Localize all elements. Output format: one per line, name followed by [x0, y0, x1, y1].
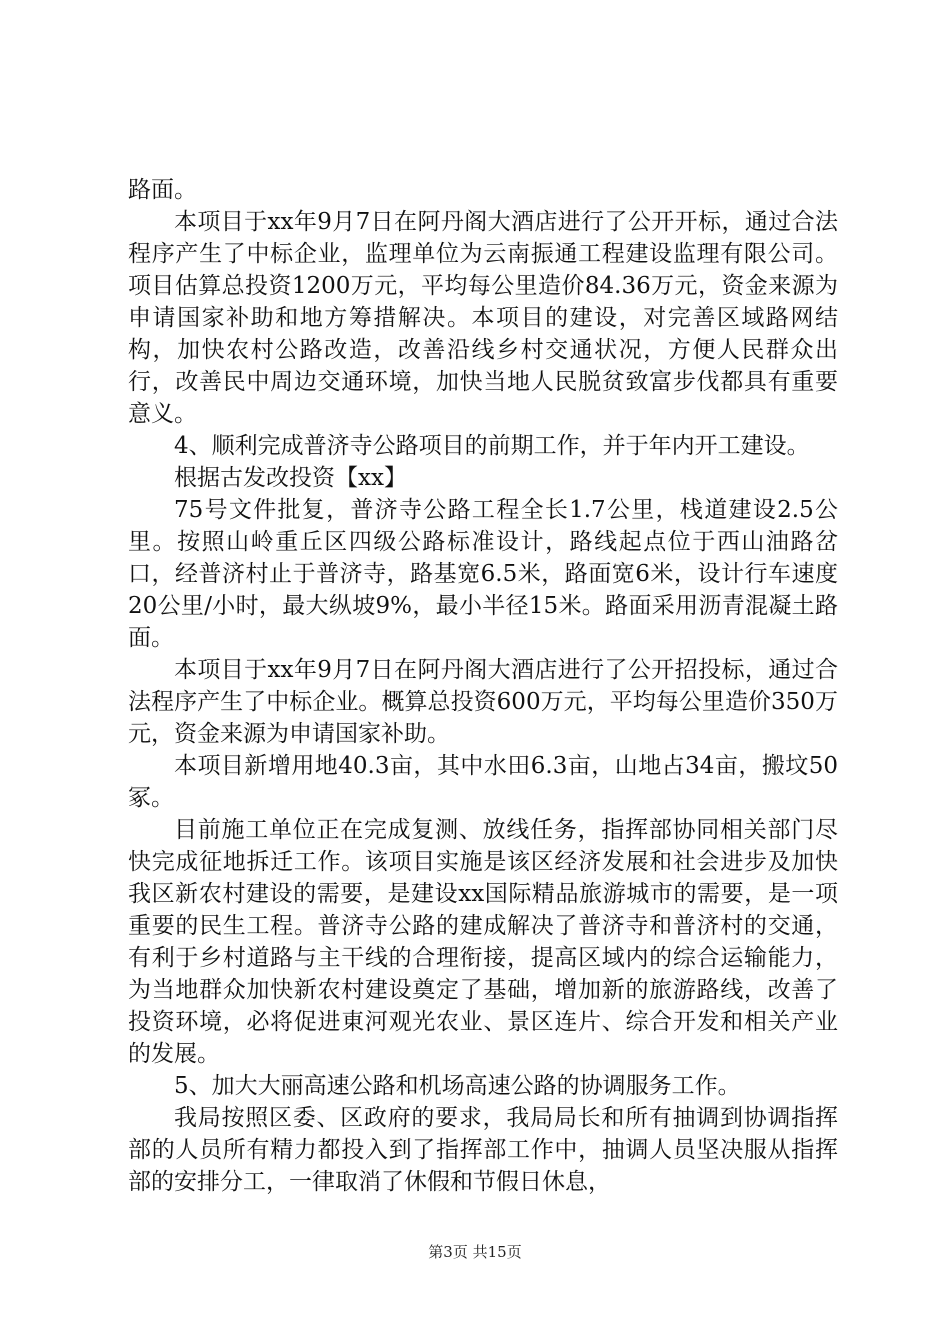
- paragraph-4: 75号文件批复，普济寺公路工程全长1.7公里，栈道建设2.5公里。按照山岭重丘区四级公路标准设计，路线起点位于西山油路岔口，经普济村止于普济寺，路基宽6.5米，路面宽6米，设计行车速度20公里/小时，最大纵坡9%，最小半径15米。路面采用沥青混凝土路面。: [128, 497, 838, 651]
- paragraph-1: 本项目于xx年9月7日在阿丹阁大酒店进行了公开开标，通过合法程序产生了中标企业，监理单位为云南振通工程建设监理有限公司。项目估算总投资1200万元，平均每公里造价84.36万元，资金来源为申请国家补助和地方筹措解决。本项目的建设，对完善区域路网结构，加快农村公路改造，改善沿线乡村交通状况，方便人民群众出行，改善民中周边交通环境，加快当地人民脱贫致富步伐都具有重要意义。: [128, 209, 838, 427]
- page-footer: [0, 1242, 950, 1262]
- paragraph-0: 路面。: [128, 177, 197, 203]
- paragraph-2: 4、顺利完成普济寺公路项目的前期工作，并于年内开工建设。: [174, 433, 810, 459]
- paragraph-9: 我局按照区委、区政府的要求，我局局长和所有抽调到协调指挥部的人员所有精力都投入到了指挥部工作中，抽调人员坚决服从指挥部的安排分工，一律取消了休假和节假日休息，: [128, 1105, 838, 1195]
- document-body: [128, 174, 838, 1198]
- paragraph-7: 目前施工单位正在完成复测、放线任务，指挥部协同相关部门尽快完成征地拆迁工作。该项目实施是该区经济发展和社会进步及加快我区新农村建设的需要，是建设xx国际精品旅游城市的需要，是一项重要的民生工程。普济寺公路的建成解决了普济寺和普济村的交通，有利于乡村道路与主干线的合理衔接，提高区域内的综合运输能力，为当地群众加快新农村建设奠定了基础，增加新的旅游路线，改善了投资环境，必将促进東河观光农业、景区连片、综合开发和相关产业的发展。: [128, 817, 838, 1067]
- paragraph-8: 5、加大大丽高速公路和机场高速公路的协调服务工作。: [174, 1073, 741, 1099]
- paragraph-3: 根据古发改投资【xx】: [174, 465, 407, 491]
- page-number-label: 第3页 共15页: [428, 1243, 522, 1261]
- paragraph-6: 本项目新增用地40.3亩，其中水田6.3亩，山地占34亩，搬坟50冢。: [128, 753, 838, 811]
- paragraph-5: 本项目于xx年9月7日在阿丹阁大酒店进行了公开招投标，通过合法程序产生了中标企业。概算总投资600万元，平均每公里造价350万元，资金来源为申请国家补助。: [128, 657, 838, 747]
